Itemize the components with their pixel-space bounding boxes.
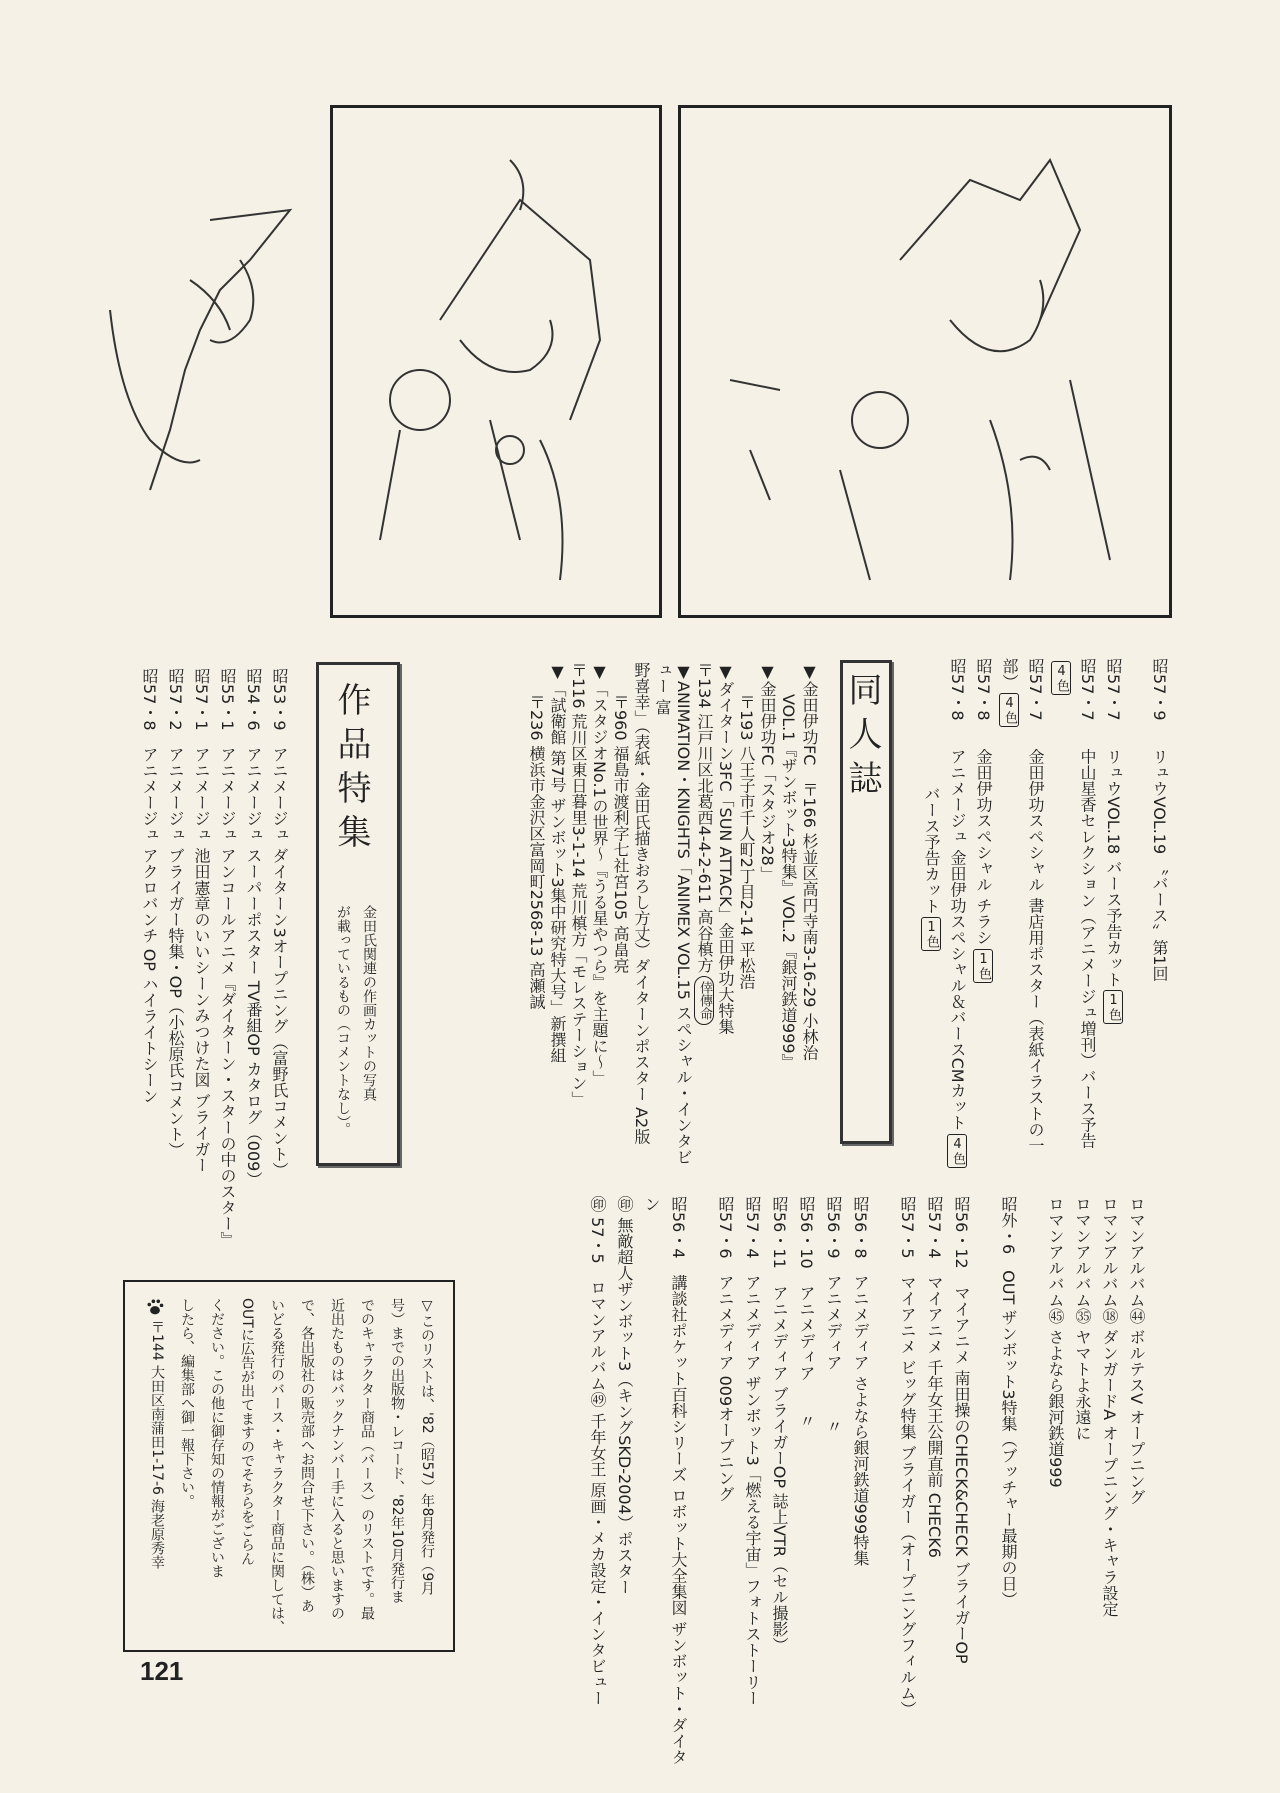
works-item: 昭57・2 アニメージュ ブライガー特集・OP（小松原氏コメント） [166, 668, 185, 1158]
publication-item: ㊞ 無敵超人ザンボット3（キングSKD-2004）ポスター [615, 1196, 634, 1595]
item-date: 昭57・8 [948, 658, 967, 721]
note-line: ください。この他に御存知の情報がございま [209, 1298, 225, 1578]
publication-list [584, 1196, 1150, 1776]
item-text: 金田伊功スペシャル チラシ [974, 748, 993, 946]
sketch-illustration-left [90, 200, 340, 500]
publication-item: ロマンアルバム㊹ ボルテスV オープニング [1127, 1196, 1146, 1506]
fanclub-item: 〒960 福島市渡利字七社宮105 高畠亮 [611, 694, 630, 974]
item-date: 昭57・7 [1078, 658, 1097, 721]
publication-item: 昭57・4 アニメディア ザンボット3「燃える宇宙」フォトストーリー [743, 1196, 762, 1706]
publication-item: 昭56・10 アニメディア 〃 [797, 1196, 816, 1429]
color-badge: 1色 [1103, 990, 1123, 1024]
fanclub-item: 〒193 八王子市千人町2丁目2-14 平松浩 [737, 694, 756, 990]
publication-item: 昭57・6 アニメディア 009オープニング [716, 1196, 735, 1503]
list-item [1146, 658, 1172, 1173]
works-item: 昭55・1 アニメージュ アンコールアニメ『ダイターン・スターの中のスター』 [218, 668, 237, 1248]
works-subtitle: が載っているもの（コメントなし）。 [335, 905, 351, 1136]
works-list [136, 668, 292, 1258]
works-item: 昭53・9 アニメージュ ダイターン3オープニング（富野氏コメント） [270, 668, 289, 1178]
list-item [996, 658, 1048, 1173]
works-title: 作品特集 [331, 682, 371, 858]
works-item: 昭57・1 アニメージュ 池田憲章のいいシーンみつけた図 ブライガー [192, 668, 211, 1173]
works-subtitle: 金田氏関連の作画カットの写真 [361, 905, 377, 1101]
publication-item: ロマンアルバム㉟ ヤマトよ永遠に [1073, 1196, 1092, 1442]
publication-item: ㊞ 57・5 ロマンアルバム㊾ 千年女王 原画・メカ設定・インタビュー [588, 1196, 607, 1706]
publication-item: 昭56・11 アニメディア ブライガーOP 誌上VTR（セル撮影） [770, 1196, 789, 1653]
doujinshi-list [918, 658, 1172, 1173]
item-text: リュウVOL.18 バース予告カット [1104, 748, 1123, 988]
publication-item: 昭57・4 マイアニメ 千年女王公開直前 CHECK6 [925, 1196, 944, 1558]
fanclub-item: 〒236 横浜市金沢区富岡町2568-13 高瀬誠 [527, 694, 546, 1010]
publication-item: 昭56・4 講談社ポケット百科シリーズ ロボット大全集図 ザンボット・ダイタン [642, 1196, 688, 1765]
sketch-illustration-center [340, 120, 650, 600]
list-item [918, 658, 944, 1173]
note-line: ▽このリストは、'82（昭57）年8月発行（9月 [419, 1298, 435, 1596]
fanclub-item: ▼金田伊功FC「スタジオ28」 [758, 662, 777, 882]
note-line: で、各出版社の販売部へお問合せ下さい。（株）あ [299, 1298, 315, 1613]
publication-item: 昭56・9 アニメディア 〃 [824, 1196, 843, 1435]
color-badge: 4色 [947, 1134, 967, 1168]
fanclub-item: 〒116 荒川区東日暮里3-1-14 荒川槙方「モレステーション」 [569, 662, 588, 1107]
note-line: いどる発行のバース・キャラクター商品に関しては、 [269, 1298, 285, 1634]
color-badge: 4色 [1051, 661, 1071, 695]
fanclub-address: 〒134 江戸川区北葛西4-4-2-611 高谷槙方 [695, 662, 714, 974]
fanclub-list [526, 662, 820, 1172]
works-item: 昭57・8 アニメージュ アクロバンチ OP ハイライトシーン [140, 668, 159, 1105]
publication-item: 昭56・12 マイアニメ 南田操のCHECK&CHECK ブライガーOP [952, 1196, 971, 1664]
note-line: でのキャラクター商品（バース）のリストです。最 [359, 1298, 375, 1620]
page-number: 121 [140, 1656, 184, 1686]
paw-icon [152, 1298, 170, 1316]
fanclub-item: ▼ダイターン3FC「SUN ATTACK」金田伊功大特集 [716, 662, 735, 1035]
list-item [1048, 658, 1100, 1173]
item-date: 昭57・7 [1104, 658, 1123, 721]
note-address: 〒144 大田区南蒲田1-17-6 海老原秀幸 [149, 1320, 165, 1570]
item-text: リュウVOL.19 〝バース〟第1回 [1150, 748, 1169, 982]
item-text: 金田伊功スペシャル 書店用ポスター（表紙イラストの一部） [1000, 658, 1045, 1154]
fanclub-item: ▼「試衛館 第7号 ザンボット3集中研究特大号」新撰組 [548, 662, 567, 1064]
publication-item: ロマンアルバム⑱ ダンガードA オープニング・キャラ設定 [1100, 1196, 1119, 1618]
list-item [944, 658, 970, 1173]
item-text: バース予告カット [922, 786, 941, 914]
fanclub-item [694, 662, 715, 1172]
fanclub-item: ▼金田伊功FC 〒166 杉並区高円寺南3-16-29 小林治 [800, 662, 819, 1061]
works-item: 昭54・6 アニメージュ スーパーポスター TV番組OP カタログ（009） [244, 668, 263, 1188]
publication-item: ロマンアルバム㊺ さよなら銀河鉄道999 [1046, 1196, 1065, 1488]
sketch-illustration-right [690, 120, 1160, 600]
color-badge: 4色 [999, 693, 1019, 727]
note-line: OUTに広告が出てますのでそちらをごらん [239, 1298, 255, 1566]
fanclub-badge: 倖傳命 [694, 976, 714, 1025]
item-date: 昭57・7 [1026, 658, 1045, 721]
list-item [1100, 658, 1126, 1173]
fanclub-item: ▼ANIMATION・KNIGHTS「ANIMEX VOL.15 スペシャル・インタビュー 富 [653, 662, 693, 1166]
item-date: 昭57・9 [1150, 658, 1169, 721]
fanclub-item: 野喜幸」（表紙・金田氏描きおろし方丈）ダイターンポスター A2版 [632, 662, 651, 1145]
list-item [970, 658, 996, 1173]
color-badge: 1色 [973, 949, 993, 983]
doujinshi-title: 同人誌 [842, 672, 882, 804]
publication-item: 昭57・5 マイアニメ ビッグ特集 ブライガー（オープニングフィルム） [898, 1196, 917, 1717]
note-address-line [142, 1298, 172, 1638]
publication-item: 昭外・6 OUT ザンボット3特集（ブッチャー最期の日） [999, 1196, 1018, 1608]
note-line: したら、編集部へ御一報下さい。 [179, 1298, 195, 1508]
item-text: アニメージュ 金田伊功スペシャル＆バースCMカット [948, 748, 967, 1131]
note-text [142, 1298, 442, 1638]
fanclub-item: VOL.1『ザンボット3特集』VOL.2『銀河鉄道999』 [779, 694, 798, 1070]
color-badge: 1色 [921, 917, 941, 951]
item-text: 中山星香セレクション（アニメージュ増刊）バース予告 [1078, 748, 1097, 1149]
publication-item: 昭56・8 アニメディア さよなら銀河鉄道999特集 [851, 1196, 870, 1567]
note-line: 号）までの出版物・レコード、'82年10月発行ま [389, 1298, 405, 1604]
item-date: 昭57・8 [974, 658, 993, 721]
note-line: 近出たものはバックナンバー手に入ると思いますの [329, 1298, 345, 1620]
fanclub-item: ▼「スタジオNo.1の世界〜『うる星やつら』を主題に〜」 [590, 662, 609, 1086]
